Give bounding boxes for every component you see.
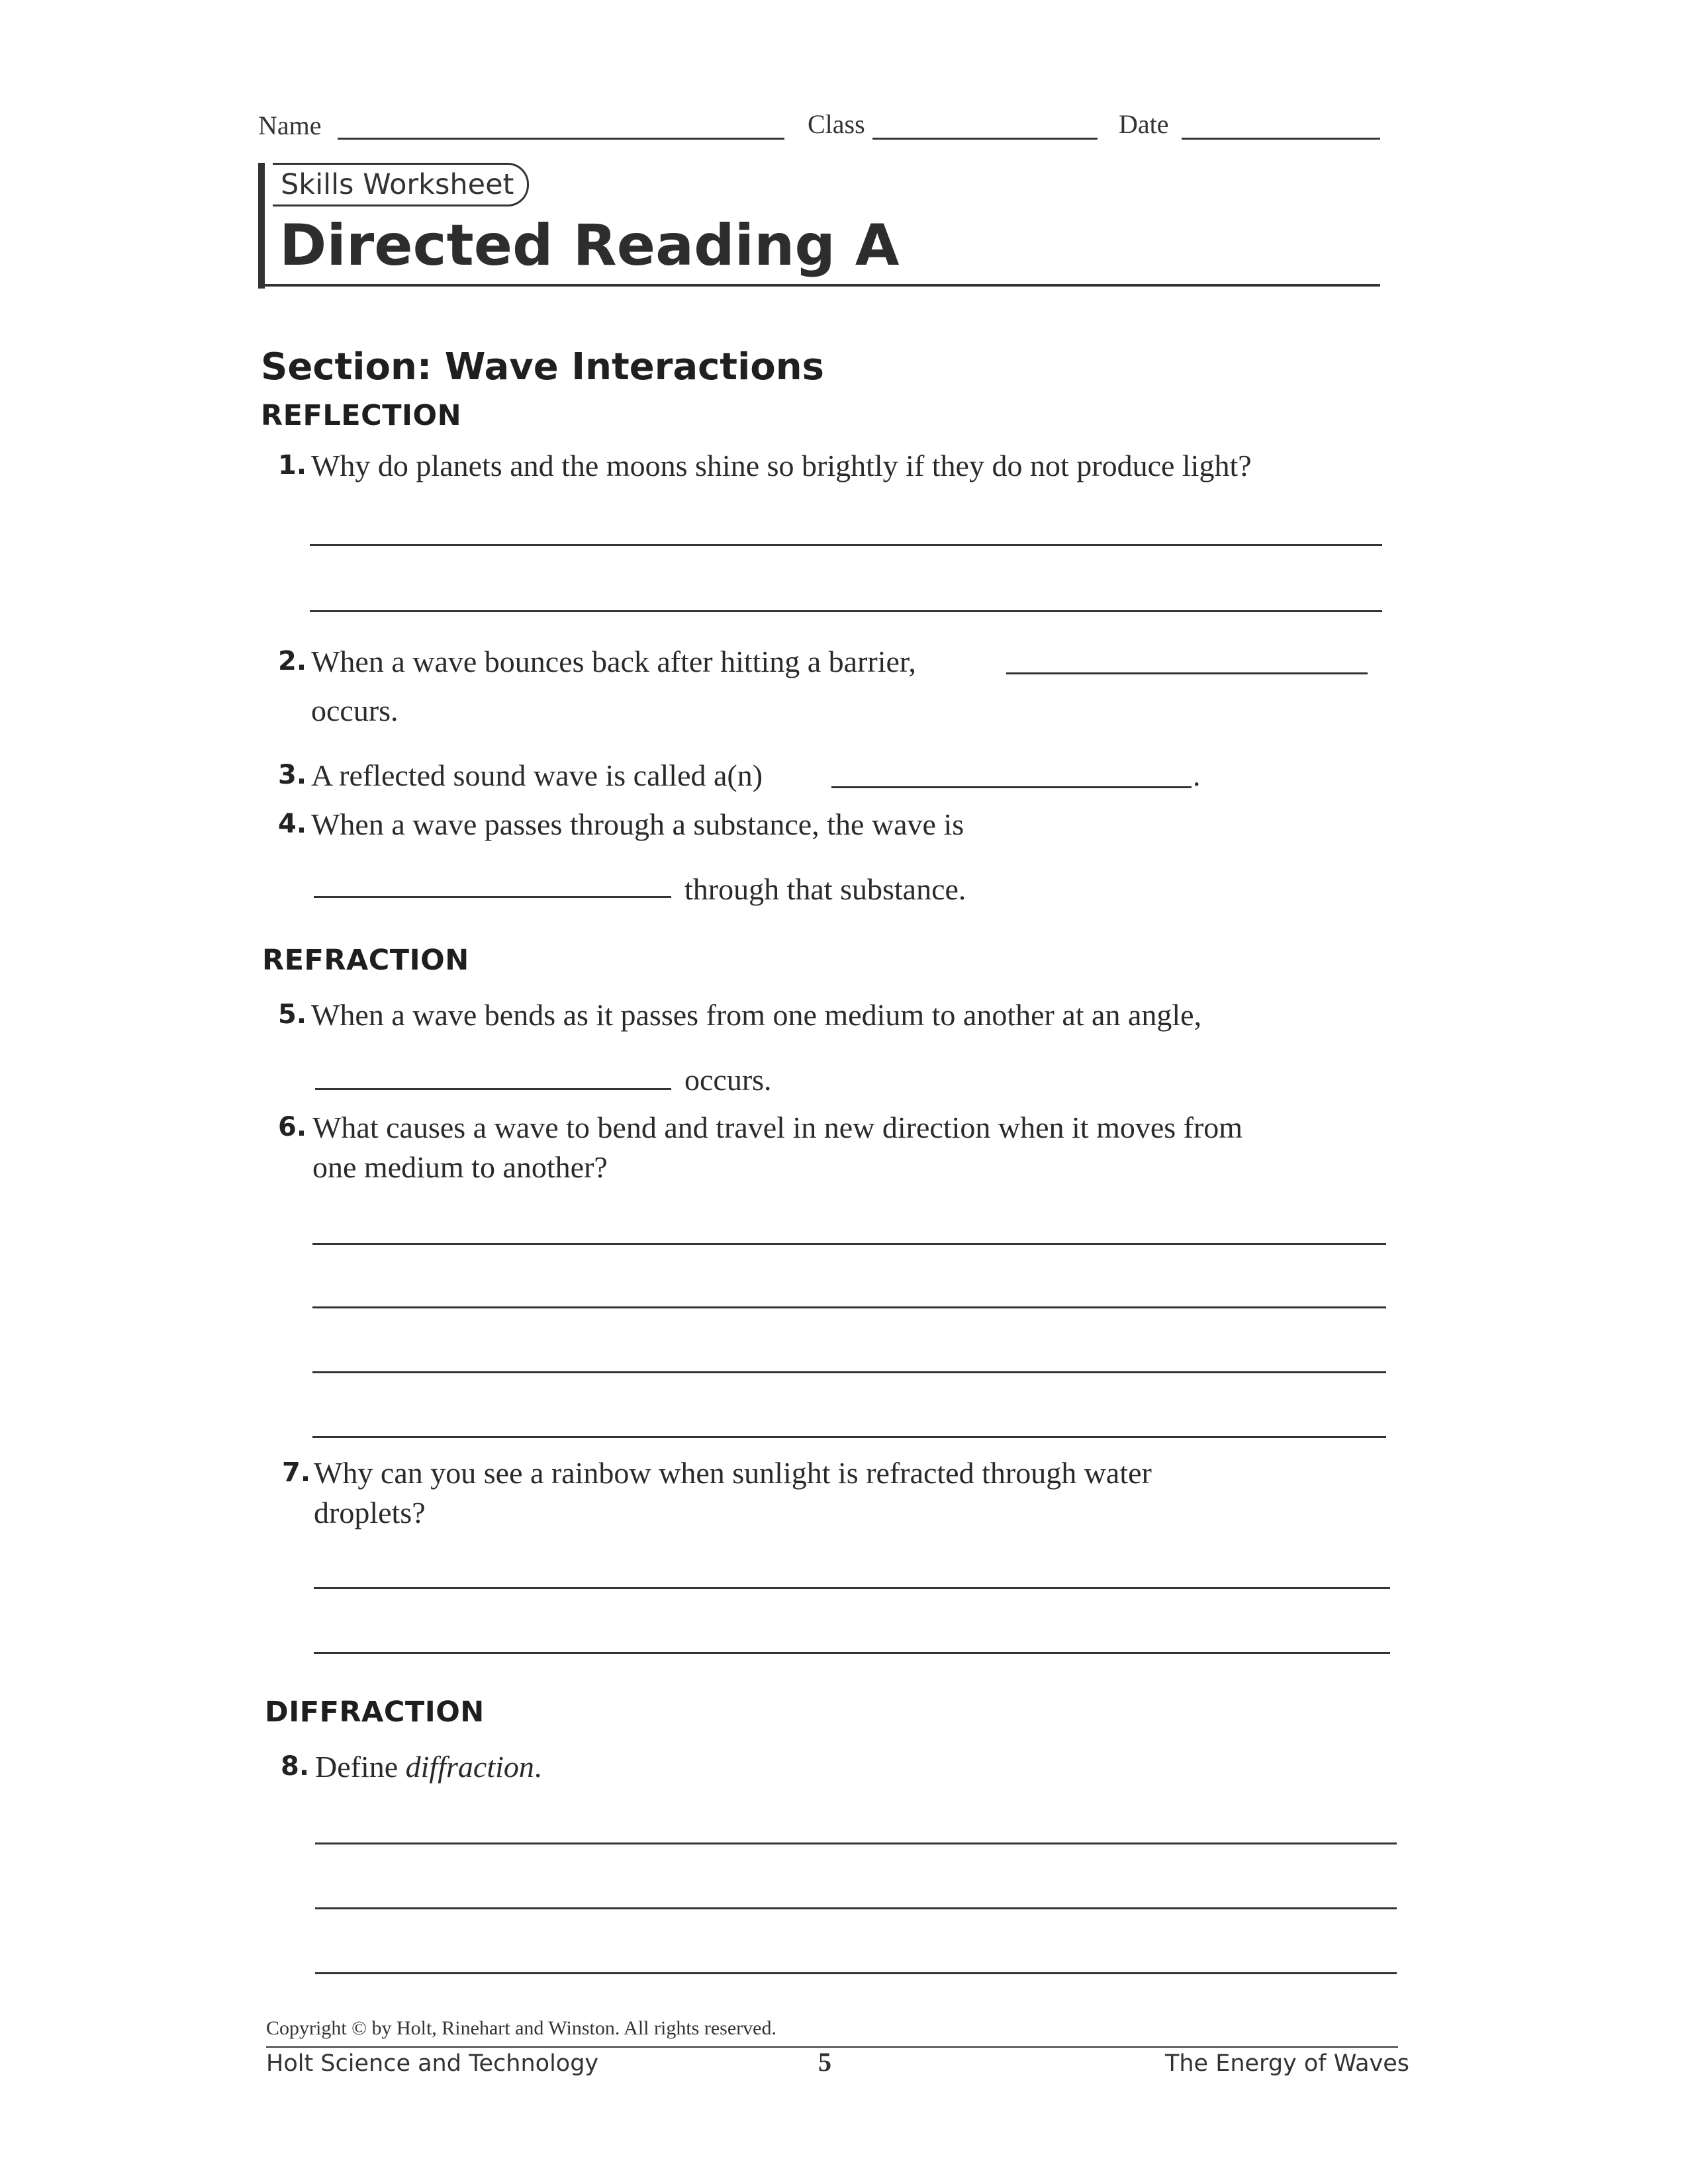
q7-number: 7. xyxy=(282,1457,311,1488)
q6-answer-line-3[interactable] xyxy=(312,1371,1386,1373)
date-label: Date xyxy=(1119,109,1169,139)
subhead-refraction: REFRACTION xyxy=(262,944,469,977)
q8-number: 8. xyxy=(281,1751,310,1782)
q4-blank[interactable] xyxy=(314,896,671,898)
q8-answer-line-1[interactable] xyxy=(315,1843,1397,1844)
name-field[interactable] xyxy=(338,138,784,140)
q3-blank[interactable] xyxy=(831,786,1192,788)
q8-term: diffraction xyxy=(405,1750,534,1784)
q8-answer-line-3[interactable] xyxy=(315,1972,1397,1974)
subhead-reflection: REFLECTION xyxy=(261,399,462,432)
section-title: Section: Wave Interactions xyxy=(261,345,824,388)
q6-text-line-1: What causes a wave to bend and travel in new direction when it moves from xyxy=(312,1111,1243,1144)
q4-text-2: through that substance. xyxy=(684,872,966,906)
q8-prompt: Define xyxy=(315,1750,399,1784)
q3-period: . xyxy=(1193,758,1201,792)
date-field[interactable] xyxy=(1182,138,1380,140)
banner-bar xyxy=(258,163,265,289)
q7-text-line-2: droplets? xyxy=(314,1496,426,1529)
q2-text-2: occurs. xyxy=(311,694,399,727)
page-title: Directed Reading A xyxy=(279,212,900,279)
q8-answer-line-2[interactable] xyxy=(315,1907,1397,1909)
q3-text: A reflected sound wave is called a(n) xyxy=(311,758,763,792)
q8-text xyxy=(315,1747,541,1787)
q6-number: 6. xyxy=(278,1112,307,1142)
q2-text: When a wave bounces back after hitting a barrier, xyxy=(311,645,916,678)
page-number: 5 xyxy=(818,2047,831,2077)
q7-answer-line-2[interactable] xyxy=(314,1652,1390,1654)
q8-period: . xyxy=(534,1750,542,1784)
q4-number: 4. xyxy=(278,809,307,839)
class-label: Class xyxy=(808,109,865,139)
q6-answer-line-4[interactable] xyxy=(312,1436,1386,1438)
q3-number: 3. xyxy=(278,760,307,790)
q5-number: 5. xyxy=(278,999,307,1030)
q1-answer-line-2[interactable] xyxy=(310,610,1382,612)
q2-blank[interactable] xyxy=(1006,672,1368,674)
footer-chapter: The Energy of Waves xyxy=(1165,2050,1410,2077)
footer-rule xyxy=(266,2046,1398,2048)
q6-answer-line-2[interactable] xyxy=(312,1306,1386,1308)
q5-blank[interactable] xyxy=(315,1088,671,1090)
name-label: Name xyxy=(258,111,322,140)
q1-text: Why do planets and the moons shine so brightly if they do not produce light? xyxy=(311,449,1252,482)
footer-book: Holt Science and Technology xyxy=(266,2050,599,2077)
q7-text-line-1: Why can you see a rainbow when sunlight is refracted through water xyxy=(314,1456,1152,1490)
q2-number: 2. xyxy=(278,646,307,676)
q5-text: When a wave bends as it passes from one medium to another at an angle, xyxy=(311,998,1202,1032)
q4-text: When a wave passes through a substance, the wave is xyxy=(311,807,964,841)
q1-number: 1. xyxy=(278,450,307,480)
class-field[interactable] xyxy=(872,138,1098,140)
q6-answer-line-1[interactable] xyxy=(312,1243,1386,1245)
title-rule xyxy=(265,284,1380,287)
copyright: Copyright © by Holt, Rinehart and Winston. All rights reserved. xyxy=(266,2017,776,2039)
q5-text-2: occurs. xyxy=(684,1063,772,1097)
q6-text-line-2: one medium to another? xyxy=(312,1150,608,1184)
banner-tag: Skills Worksheet xyxy=(273,163,529,206)
q7-answer-line-1[interactable] xyxy=(314,1587,1390,1589)
subhead-diffraction: DIFFRACTION xyxy=(265,1696,485,1729)
q1-answer-line-1[interactable] xyxy=(310,544,1382,546)
